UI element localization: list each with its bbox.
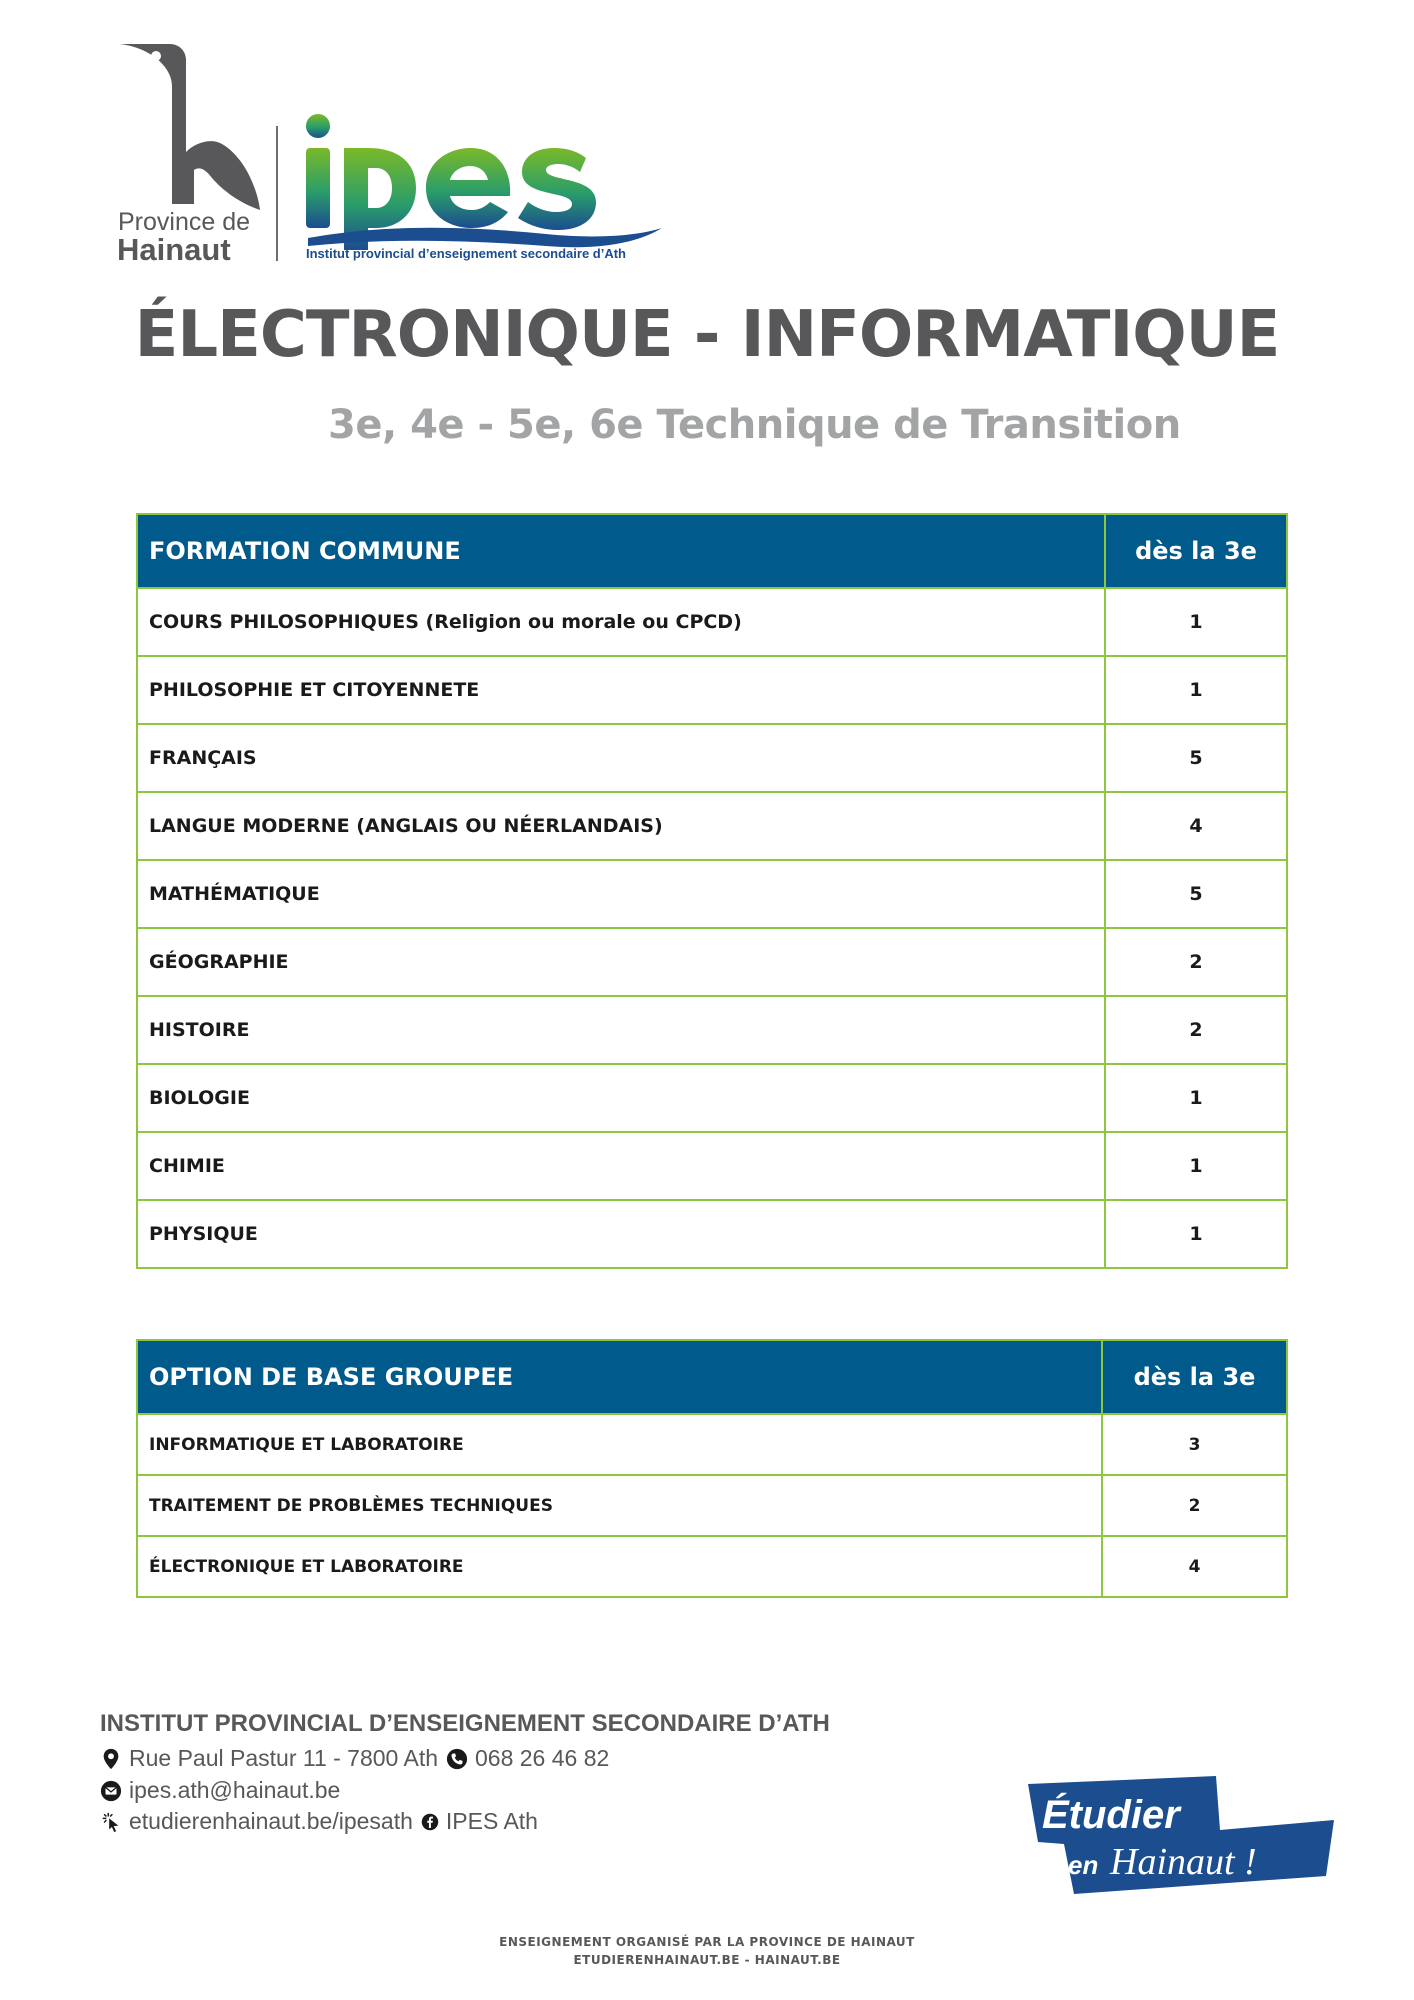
institute-name: INSTITUT PROVINCIAL D’ENSEIGNEMENT SECONDAIRE D’ATH [100, 1710, 830, 1737]
ipes-logo [296, 112, 666, 257]
phone-text: 068 26 46 82 [475, 1745, 610, 1771]
hours-value: 2 [1105, 928, 1287, 996]
subject-label: FRANÇAIS [137, 724, 1105, 792]
facebook-icon [421, 1813, 439, 1831]
etudier-en-hainaut-logo [1020, 1770, 1340, 1900]
table-row [137, 588, 1287, 656]
table-row [137, 1536, 1287, 1597]
subject-label: PHYSIQUE [137, 1200, 1105, 1268]
address-line [100, 1745, 609, 1772]
table-row [137, 1475, 1287, 1536]
location-pin-icon [100, 1748, 122, 1770]
address-text: Rue Paul Pastur 11 - 7800 Ath [129, 1745, 438, 1771]
hours-value: 1 [1105, 1200, 1287, 1268]
option-base-groupee-table [136, 1339, 1288, 1598]
hours-value: 1 [1105, 1132, 1287, 1200]
subject-label: INFORMATIQUE ET LABORATOIRE [137, 1414, 1102, 1475]
email-line [100, 1777, 340, 1804]
table-row [137, 1132, 1287, 1200]
province-name: Hainaut [117, 232, 231, 267]
logo-divider [276, 126, 278, 261]
subject-label: LANGUE MODERNE (ANGLAIS OU NÉERLANDAIS) [137, 792, 1105, 860]
svg-text:en: en [1068, 1850, 1099, 1880]
phone-icon [446, 1748, 468, 1770]
hours-value: 4 [1105, 792, 1287, 860]
envelope-icon [100, 1780, 122, 1802]
subject-label: TRAITEMENT DE PROBLÈMES TECHNIQUES [137, 1475, 1102, 1536]
subject-label: COURS PHILOSOPHIQUES (Religion ou morale ou CPCD) [137, 588, 1105, 656]
table-row [137, 724, 1287, 792]
table-row [137, 928, 1287, 996]
table-header-row [137, 1340, 1287, 1414]
website-line [100, 1808, 538, 1835]
subject-label: CHIMIE [137, 1132, 1105, 1200]
hours-value: 2 [1102, 1475, 1287, 1536]
subject-label: MATHÉMATIQUE [137, 860, 1105, 928]
svg-text:Étudier: Étudier [1042, 1793, 1180, 1837]
hours-value: 4 [1102, 1536, 1287, 1597]
table-row [137, 996, 1287, 1064]
ipes-tagline: Institut provincial d’enseignement secondaire d’Ath [306, 246, 626, 261]
footer-organised-by: ENSEIGNEMENT ORGANISÉ PAR LA PROVINCE DE HAINAUT [499, 1935, 915, 1949]
table-header-label: OPTION DE BASE GROUPEE [137, 1340, 1102, 1414]
subject-label: ÉLECTRONIQUE ET LABORATOIRE [137, 1536, 1102, 1597]
subject-label: BIOLOGIE [137, 1064, 1105, 1132]
table-row [137, 656, 1287, 724]
subject-label: GÉOGRAPHIE [137, 928, 1105, 996]
page-subtitle: 3e, 4e - 5e, 6e Technique de Transition [328, 402, 1181, 448]
footer-websites: ETUDIERENHAINAUT.BE - HAINAUT.BE [0, 1953, 1414, 1967]
table-header-label: FORMATION COMMUNE [137, 514, 1105, 588]
province-label: Province de [118, 208, 251, 236]
email-text: ipes.ath@hainaut.be [129, 1777, 341, 1803]
table-header-column: dès la 3e [1102, 1340, 1287, 1414]
table-row [137, 1200, 1287, 1268]
hours-value: 1 [1105, 656, 1287, 724]
table-header-column: dès la 3e [1105, 514, 1287, 588]
cursor-click-icon [100, 1811, 122, 1833]
subject-label: PHILOSOPHIE ET CITOYENNETE [137, 656, 1105, 724]
website-text: etudierenhainaut.be/ipesath [129, 1808, 413, 1834]
hours-value: 3 [1102, 1414, 1287, 1475]
hours-value: 5 [1105, 724, 1287, 792]
hours-value: 1 [1105, 1064, 1287, 1132]
hours-value: 1 [1105, 588, 1287, 656]
subject-label: HISTOIRE [137, 996, 1105, 1064]
table-row [137, 792, 1287, 860]
table-header-row [137, 514, 1287, 588]
page-title: ÉLECTRONIQUE - INFORMATIQUE [134, 298, 1280, 372]
svg-text:Hainaut !: Hainaut ! [1110, 1841, 1257, 1883]
table-row [137, 1064, 1287, 1132]
hours-value: 2 [1105, 996, 1287, 1064]
facebook-text: IPES Ath [445, 1808, 538, 1834]
table-row [137, 1414, 1287, 1475]
table-row [137, 860, 1287, 928]
hours-value: 5 [1105, 860, 1287, 928]
formation-commune-table [136, 513, 1288, 1269]
